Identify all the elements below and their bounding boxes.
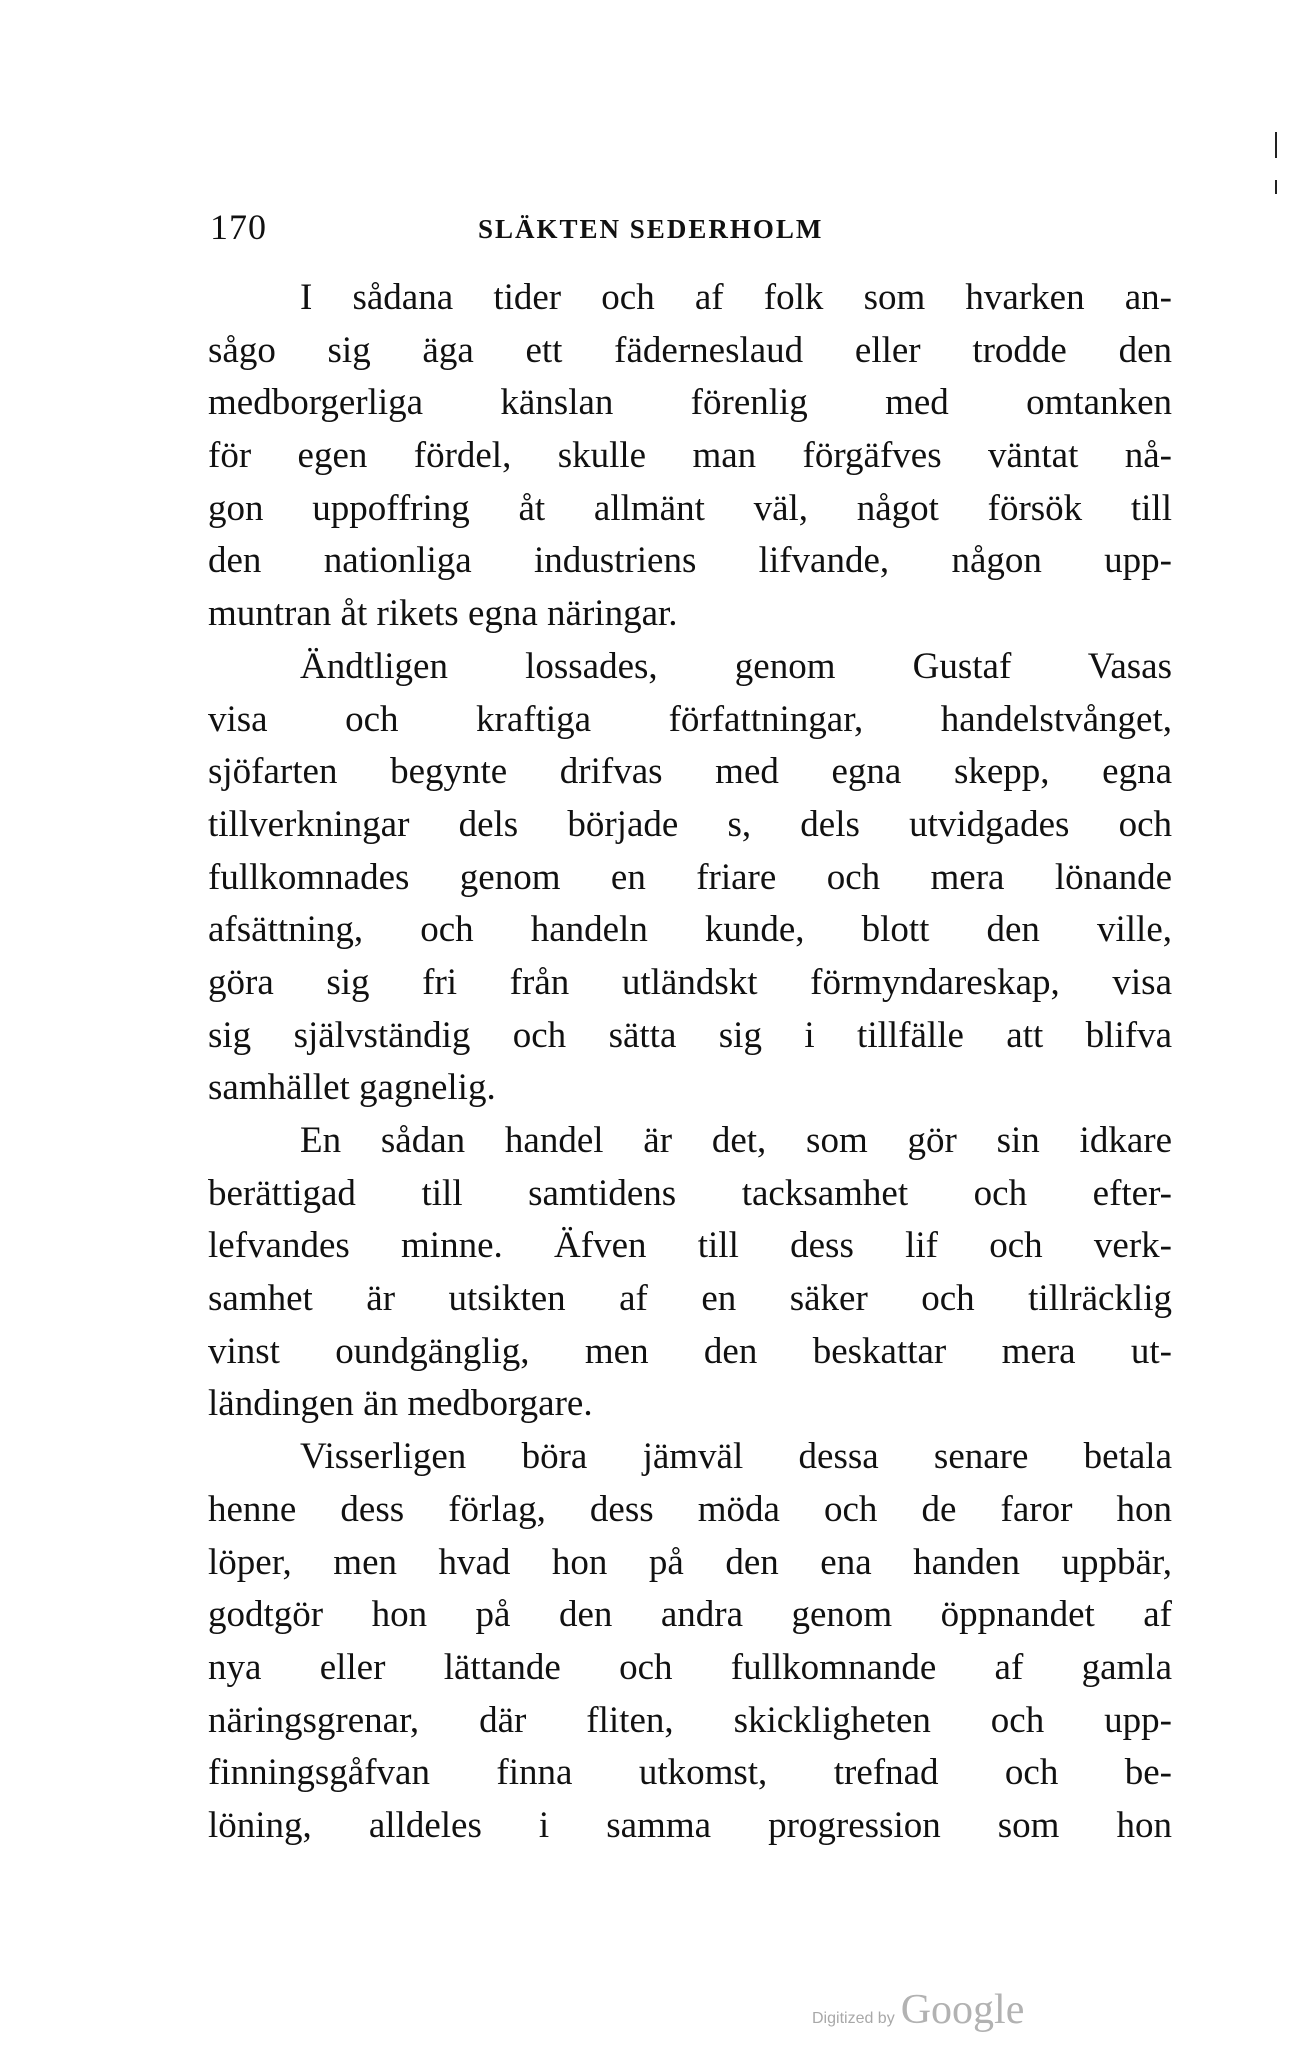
text-line: henne dess förlag, dess möda och de faror hon bbox=[208, 1488, 1172, 1530]
text-line: finningsgåfvan finna utkomst, trefnad och be- bbox=[208, 1752, 1172, 1794]
text-line: afsättning, och handeln kunde, blott den ville, bbox=[208, 909, 1172, 951]
text-line: Visserligen böra jämväl dessa senare betala bbox=[300, 1436, 1172, 1478]
text-line: vinst oundgänglig, men den beskattar mera ut- bbox=[208, 1330, 1172, 1372]
google-logo: Google bbox=[900, 1987, 1025, 2033]
text-line: löning, alldeles i samma progression som hon bbox=[208, 1804, 1172, 1846]
text-line: I sådana tider och af folk som hvarken an- bbox=[300, 277, 1172, 318]
text-line: gon uppoffring åt allmänt väl, något försök till bbox=[208, 487, 1172, 529]
digitized-watermark bbox=[812, 1986, 1024, 2034]
text-line: sjöfarten begynte drifvas med egna skepp, egna bbox=[208, 751, 1172, 793]
text-line: muntran åt rikets egna näringar. bbox=[208, 593, 678, 635]
text-line: sig självständig och sätta sig i tillfälle att blifva bbox=[208, 1014, 1172, 1056]
text-line: göra sig fri från utländskt förmyndareskap, visa bbox=[208, 961, 1172, 1003]
text-line: tillverkningar dels började s, dels utvidgades och bbox=[208, 803, 1172, 845]
watermark-prefix: Digitized by bbox=[812, 2010, 895, 2027]
text-line: löper, men hvad hon på den ena handen uppbär, bbox=[208, 1541, 1172, 1583]
text-line: visa och kraftiga författningar, handelstvånget, bbox=[208, 698, 1172, 740]
text-line: berättigad till samtidens tacksamhet och efter- bbox=[208, 1172, 1172, 1214]
text-line: ländingen än medborgare. bbox=[208, 1383, 593, 1425]
text-line: fullkomnades genom en friare och mera lönande bbox=[208, 856, 1172, 898]
text-line: En sådan handel är det, som gör sin idkare bbox=[300, 1120, 1172, 1161]
text-line: näringsgrenar, där fliten, skickligheten och upp- bbox=[208, 1699, 1172, 1741]
running-title: SLÄKTEN SEDERHOLM bbox=[478, 214, 824, 244]
page-number: 170 bbox=[210, 207, 267, 247]
text-line: för egen fördel, skulle man förgäfves väntat nå- bbox=[208, 435, 1172, 477]
text-line: sågo sig äga ett fäderneslaud eller trodde den bbox=[208, 329, 1172, 371]
text-line: nya eller lättande och fullkomnande af gamla bbox=[208, 1646, 1172, 1688]
text-line: medborgerliga känslan förenlig med omtanken bbox=[208, 382, 1172, 424]
text-line: lefvandes minne. Äfven till dess lif och verk- bbox=[208, 1225, 1172, 1267]
body-text bbox=[208, 272, 1172, 1853]
page-edge-mark bbox=[1275, 180, 1277, 194]
text-line: Ändtligen lossades, genom Gustaf Vasas bbox=[300, 645, 1172, 687]
text-line: samhet är utsikten af en säker och tillräcklig bbox=[208, 1278, 1172, 1320]
text-line: den nationliga industriens lifvande, någon upp- bbox=[208, 540, 1172, 582]
text-line: godtgör hon på den andra genom öppnandet af bbox=[208, 1594, 1172, 1636]
page-edge-mark bbox=[1275, 132, 1277, 158]
text-line: samhället gagnelig. bbox=[208, 1067, 496, 1109]
